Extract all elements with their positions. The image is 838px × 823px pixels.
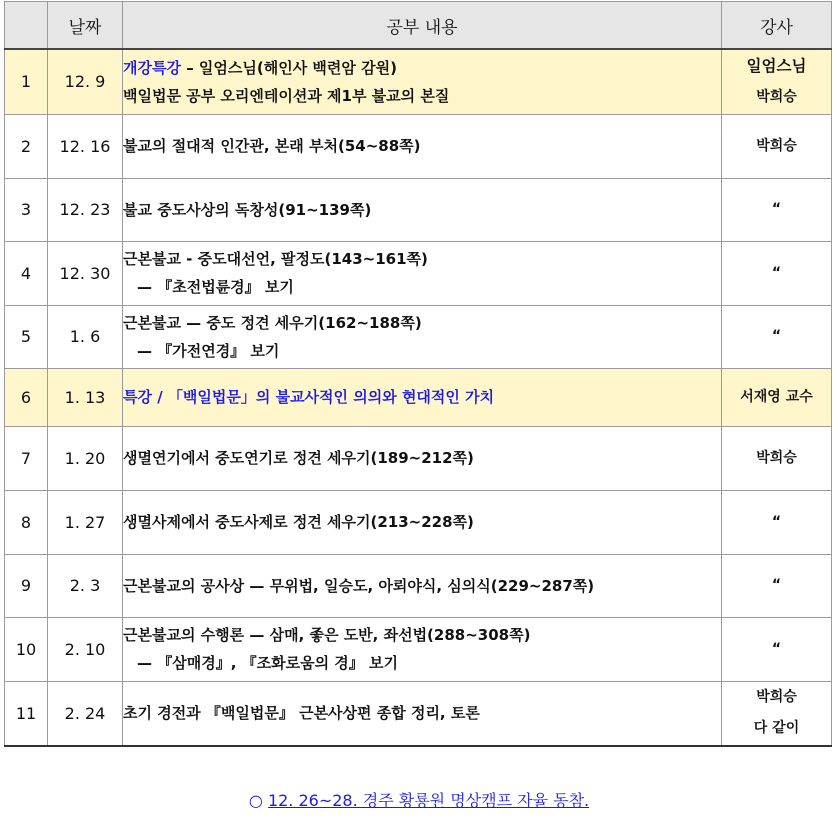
row-date: 12. 23	[48, 178, 123, 241]
table-row	[5, 49, 832, 114]
camp-notice	[0, 788, 838, 811]
teacher-line: 박희승	[756, 88, 797, 105]
schedule-table	[4, 1, 832, 747]
row-no: 4	[5, 241, 48, 305]
table-row	[5, 114, 832, 178]
header-teacher: 강사	[722, 2, 832, 50]
content-text: – 일엄스님(해인사 백련암 감원)	[180, 58, 397, 77]
row-teacher: “	[722, 617, 832, 681]
row-teacher	[722, 681, 832, 746]
row-no: 2	[5, 114, 48, 178]
row-content: 초기 경전과 『백일법문』 근본사상편 종합 정리, 토론	[123, 681, 722, 746]
table-row	[5, 681, 832, 746]
row-content	[123, 617, 722, 681]
special-lecture-text: 특강 / 「백일법문」의 불교사적인 의의와 현대적인 가치	[123, 388, 495, 406]
row-date: 12. 16	[48, 114, 123, 178]
row-no: 11	[5, 681, 48, 746]
row-teacher	[722, 49, 832, 114]
row-date: 1. 13	[48, 368, 123, 426]
teacher-line: 다 같이	[753, 720, 800, 737]
table-row	[5, 617, 832, 681]
row-content	[123, 241, 722, 305]
row-teacher: 박희승	[722, 426, 832, 490]
content-line: 근본불교 - 중도대선언, 팔정도(143~161쪽)	[123, 250, 428, 268]
row-no: 10	[5, 617, 48, 681]
content-line: — 『초전법륜경』 보기	[137, 278, 294, 296]
row-no: 5	[5, 305, 48, 368]
row-no: 3	[5, 178, 48, 241]
header-date: 날짜	[48, 2, 123, 50]
row-content: 불교의 절대적 인간관, 본래 부처(54~88쪽)	[123, 114, 722, 178]
row-teacher: “	[722, 241, 832, 305]
table-row	[5, 178, 832, 241]
row-teacher: “	[722, 178, 832, 241]
row-date: 2. 10	[48, 617, 123, 681]
row-content	[123, 49, 722, 114]
row-no: 6	[5, 368, 48, 426]
circle-bullet-icon: ○	[248, 791, 263, 810]
table-row	[5, 368, 832, 426]
content-line: — 『삼매경』, 『조화로움의 경』 보기	[137, 654, 398, 672]
row-no: 8	[5, 490, 48, 554]
row-content: 근본불교의 공사상 — 무위법, 일승도, 아뢰야식, 심의식(229~287쪽)	[123, 554, 722, 617]
row-content	[123, 368, 722, 426]
row-date: 12. 9	[48, 49, 123, 114]
table-row	[5, 490, 832, 554]
row-no: 9	[5, 554, 48, 617]
table-header-row	[5, 2, 832, 50]
table-row	[5, 554, 832, 617]
table-row	[5, 305, 832, 368]
row-content: 생멸연기에서 중도연기로 정견 세우기(189~212쪽)	[123, 426, 722, 490]
table-row	[5, 241, 832, 305]
content-line	[123, 54, 721, 82]
header-no	[5, 2, 48, 50]
row-no: 1	[5, 49, 48, 114]
row-teacher: 서재영 교수	[722, 368, 832, 426]
camp-notice-text: 12. 26~28. 경주 황룡원 명상캠프 자율 동참.	[267, 791, 590, 810]
row-no: 7	[5, 426, 48, 490]
row-teacher: “	[722, 305, 832, 368]
row-date: 1. 20	[48, 426, 123, 490]
row-date: 1. 6	[48, 305, 123, 368]
row-content	[123, 305, 722, 368]
row-date: 12. 30	[48, 241, 123, 305]
row-date: 1. 27	[48, 490, 123, 554]
content-line: — 『가전연경』 보기	[137, 341, 280, 360]
row-date: 2. 24	[48, 681, 123, 746]
content-line: 백일법문 공부 오리엔테이션과 제1부 불교의 본질	[123, 86, 450, 105]
row-teacher: 박희승	[722, 114, 832, 178]
content-line: 근본불교의 수행론 — 삼매, 좋은 도반, 좌선법(288~308쪽)	[123, 626, 531, 644]
row-teacher: “	[722, 490, 832, 554]
row-teacher: “	[722, 554, 832, 617]
teacher-line: 일엄스님	[746, 56, 807, 75]
content-line: 근본불교 — 중도 정견 세우기(162~188쪽)	[123, 313, 422, 332]
table-row	[5, 426, 832, 490]
teacher-line: 박희승	[756, 689, 797, 706]
row-content: 불교 중도사상의 독창성(91~139쪽)	[123, 178, 722, 241]
special-lecture-label: 개강특강	[123, 58, 181, 77]
header-content: 공부 내용	[123, 2, 722, 50]
row-date: 2. 3	[48, 554, 123, 617]
row-content: 생멸사제에서 중도사제로 정견 세우기(213~228쪽)	[123, 490, 722, 554]
